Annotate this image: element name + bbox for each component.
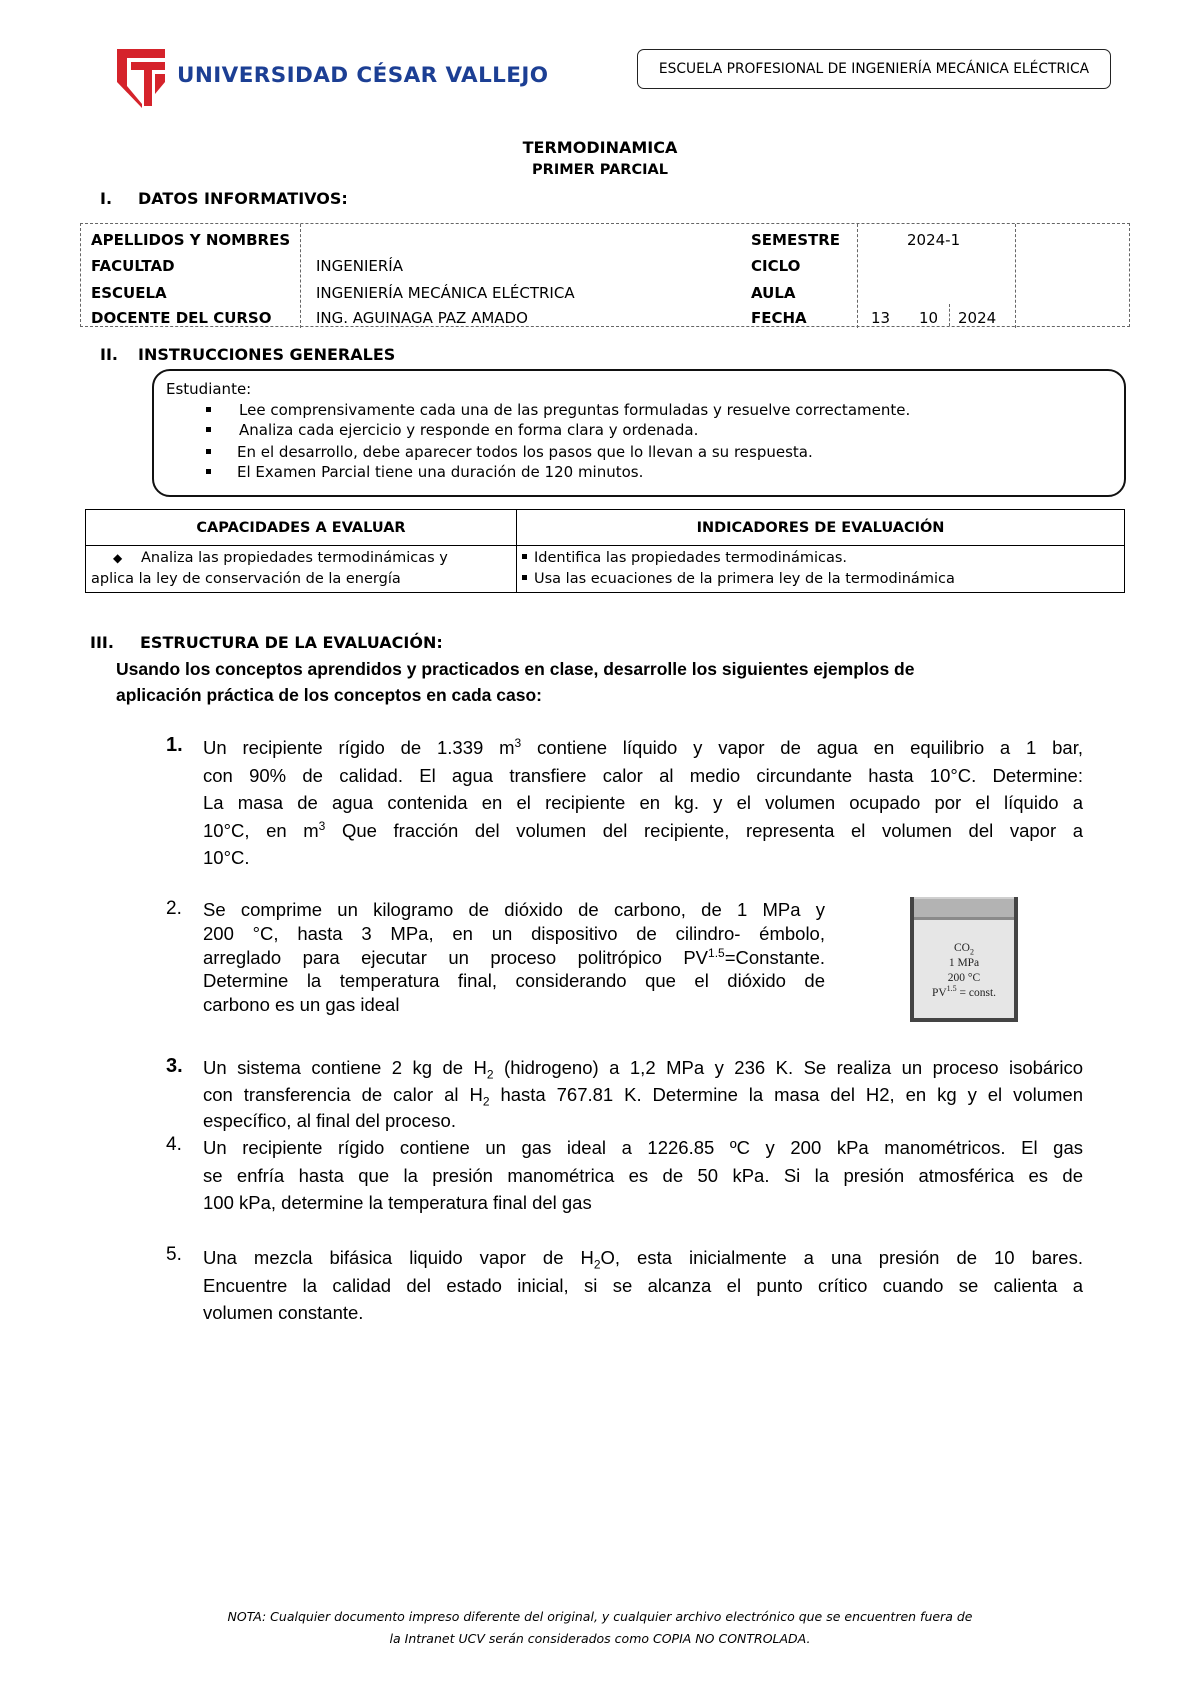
bullet-icon bbox=[522, 575, 527, 580]
label-faculty: FACULTAD bbox=[91, 257, 175, 275]
label-room: AULA bbox=[751, 284, 796, 302]
section-3-heading bbox=[90, 633, 443, 652]
list-item: Analiza cada ejercicio y responde en forma clara y ordenada. bbox=[206, 421, 698, 439]
question-2: Se comprime un kilogramo de dióxido de carbono, de 1 MPa y 200 °C, hasta 3 MPa, en un dispositivo de cilindro- émbolo, arreglado para ejecutar un proceso politrópico $PV^{1.5}=Constante$. Determine la temperatura final, considerando que el dióxido de carbono es un gas ideal bbox=[203, 899, 825, 1016]
question-3: Un sistema contiene 2 kg de $H_2$ (hidrogeno) a 1,2 MPa y 236 K. Se realiza un proceso isobárico con transferencia de calor al $H_2$ hasta 767.81 K. Determine la masa del H2, en kg y el volumen específico, al final del proceso. bbox=[203, 1057, 1084, 1131]
capacities-table bbox=[85, 509, 1125, 593]
bullet-icon bbox=[206, 407, 211, 412]
instructions-lead: Estudiante: bbox=[166, 380, 252, 398]
question-number: 5. bbox=[166, 1244, 182, 1265]
column-header-capacities: CAPACIDADES A EVALUAR bbox=[86, 510, 517, 546]
instructions-line: aplicación práctica de los conceptos en cada caso: bbox=[116, 685, 542, 705]
question-5: Una mezcla bifásica liquido vapor de $H_2O$, esta inicialmente a una presión de 10 bares. Encuentre la calidad del estado inicial, si se alcanza el punto crítico cuando se calienta a volumen constante. bbox=[203, 1247, 1083, 1323]
value-date-month: 10 bbox=[919, 309, 939, 327]
section-title: DATOS INFORMATIVOS: bbox=[138, 189, 348, 208]
table-divider bbox=[300, 224, 301, 328]
column-header-indicators: INDICADORES DE EVALUACIÓN bbox=[517, 510, 1125, 546]
value-faculty: INGENIERÍA bbox=[316, 257, 403, 275]
exam-type: PRIMER PARCIAL bbox=[532, 162, 668, 178]
figure-label: $CO_2$ 1 MPa 200 °C $PV^{1.5}$ = const. bbox=[931, 942, 997, 999]
label-cycle: CICLO bbox=[751, 257, 801, 275]
bullet-icon bbox=[206, 449, 211, 454]
question-number: 2. bbox=[166, 898, 182, 919]
instructions-box bbox=[152, 369, 1126, 497]
section-number: III. bbox=[90, 633, 114, 652]
label-teacher: DOCENTE DEL CURSO bbox=[91, 309, 272, 327]
label-school: ESCUELA bbox=[91, 284, 167, 302]
value-teacher: ING. AGUINAGA PAZ AMADO bbox=[316, 309, 528, 327]
university-logo bbox=[115, 46, 549, 108]
list-item: El Examen Parcial tiene una duración de 120 minutos. bbox=[206, 463, 643, 481]
section-title: INSTRUCCIONES GENERALES bbox=[138, 345, 396, 364]
label-semester: SEMESTRE bbox=[751, 231, 841, 249]
section-2-heading bbox=[100, 345, 395, 364]
bullet-icon bbox=[206, 469, 211, 474]
capacity-cell: ◆ Analiza las propiedades termodinámicas y aplica la ley de conservación de la energía bbox=[86, 546, 517, 593]
list-item: Lee comprensivamente cada una de las preguntas formuladas y resuelve correctamente. bbox=[206, 401, 910, 419]
label-names: APELLIDOS Y NOMBRES bbox=[91, 231, 291, 249]
value-date-day: 13 bbox=[871, 309, 891, 327]
question-1: Un recipiente rígido de 1.339 $m^3$ contiene líquido y vapor de agua en equilibrio a 1 bar, con 90% de calidad. El agua transfiere calor al medio circundante hasta 10°C. Determine: La masa de agua contenida en el recipiente en kg. y el volumen ocupado por el líquido a 10°C, en $m^3$ Que fracción del volumen del recipiente, representa el volumen del vapor a 10°C. bbox=[203, 735, 1084, 868]
ucv-shield-icon bbox=[115, 46, 175, 108]
course-title: TERMODINAMICA bbox=[522, 138, 678, 157]
question-number: 1. bbox=[166, 734, 183, 756]
footer-note: NOTA: Cualquier documento impreso diferente del original, y cualquier archivo electrónico que se encuentren fuera de la Intranet UCV serán considerados como COPIA NO CONTROLADA. bbox=[227, 1609, 973, 1646]
bullet-icon bbox=[522, 554, 527, 559]
indicator-cell: Identifica las propiedades termodinámicas. Usa las ecuaciones de la primera ley de la termodinámica bbox=[517, 546, 1125, 593]
question-4: Un recipiente rígido contiene un gas ideal a 1226.85 ºC y 200 kPa manométricos. El gas se enfría hasta que la presión manométrica es de 50 kPa. Si la presión atmosférica es de 100 kPa, determine la temperatura final del gas bbox=[203, 1137, 1083, 1213]
question-number: 3. bbox=[166, 1055, 183, 1077]
section-title: ESTRUCTURA DE LA EVALUACIÓN: bbox=[140, 633, 443, 652]
list-item: En el desarrollo, debe aparecer todos los pasos que lo llevan a su respuesta. bbox=[206, 443, 813, 461]
school-name-box: ESCUELA PROFESIONAL DE INGENIERÍA MECÁNICA ELÉCTRICA bbox=[637, 49, 1111, 89]
table-divider bbox=[857, 224, 858, 328]
value-date-year: 2024 bbox=[958, 309, 997, 327]
table-divider bbox=[1015, 224, 1016, 328]
section-1-heading bbox=[100, 189, 348, 208]
label-date: FECHA bbox=[751, 309, 807, 327]
value-school: INGENIERÍA MECÁNICA ELÉCTRICA bbox=[316, 284, 575, 302]
table-row bbox=[86, 546, 1125, 593]
question-number: 4. bbox=[166, 1134, 182, 1155]
section-number: I. bbox=[100, 189, 113, 208]
instructions-line: Usando los conceptos aprendidos y practicados en clase, desarrolle los siguientes ejemplos de bbox=[116, 659, 915, 679]
student-info-table bbox=[80, 223, 1130, 327]
table-divider bbox=[949, 304, 950, 326]
university-name: UNIVERSIDAD CÉSAR VALLEJO bbox=[177, 63, 549, 88]
bullet-icon bbox=[206, 427, 211, 432]
piston-cylinder-figure bbox=[910, 897, 1018, 1022]
section-number: II. bbox=[100, 345, 118, 364]
bullet-icon: ◆ bbox=[113, 551, 123, 565]
value-semester: 2024-1 bbox=[907, 231, 961, 249]
